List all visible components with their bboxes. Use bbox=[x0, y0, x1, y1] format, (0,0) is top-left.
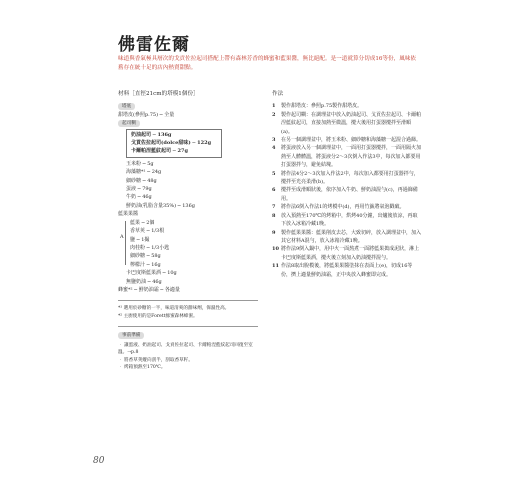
ingredient-item: 牛奶 ─ 46g bbox=[126, 194, 152, 201]
cheese-tag: 起司糊 bbox=[118, 120, 140, 127]
materials-column bbox=[118, 90, 268, 372]
step-number: 8 bbox=[272, 212, 276, 219]
prep-item: ‧ 烤箱預熱至170℃。 bbox=[118, 365, 166, 371]
ingredient-item: 細砂糖 ─ 58g bbox=[130, 253, 161, 260]
divider bbox=[118, 300, 258, 301]
step-number: 2 bbox=[272, 111, 276, 118]
crust-tag: 塔底 bbox=[118, 103, 135, 110]
step-text: 將作法9倒入鍋中，用中火一面熬煮一面將藍果搗成泥狀，淋上卡巴度斯藍果酒，攪火後立刻加入奶油攪拌混勻。 bbox=[281, 246, 420, 261]
materials-header: 材料［直徑21cm的塔模1個份］ bbox=[118, 91, 199, 97]
ingredient-item: 卡巴度斯藍果酒 ─ 10g bbox=[126, 270, 177, 277]
step-text: 將作法6倒入作法1的烤模中(d)，再用竹籤將氣泡戳破。 bbox=[281, 204, 405, 211]
ingredient-item: 香草莢 ─ 1/3根 bbox=[130, 228, 165, 235]
method-column bbox=[272, 90, 422, 279]
ingredient-item: 檸檬汁 ─ 16g bbox=[130, 261, 161, 268]
page-number: 80 bbox=[93, 456, 105, 466]
method-step bbox=[272, 262, 422, 279]
ingredient-item: 蜂蜜*² ─ 鮮奶油霜 ─ 各適量 bbox=[118, 286, 180, 293]
method-step bbox=[272, 111, 422, 136]
step-number: 1 bbox=[272, 103, 276, 110]
method-step bbox=[272, 170, 422, 187]
step-number: 11 bbox=[272, 263, 279, 270]
method-step bbox=[272, 203, 422, 211]
prep-tag: 事前準備 bbox=[118, 332, 144, 339]
step-number: 3 bbox=[272, 137, 276, 144]
method-step bbox=[272, 229, 422, 246]
method-step bbox=[272, 186, 422, 203]
method-step bbox=[272, 136, 422, 144]
step-number: 7 bbox=[272, 204, 276, 211]
prep-item: ‧ 將香草莢縱向剖半，刮取香草籽。 bbox=[118, 357, 193, 363]
step-text: 製作甜塔皮：參照p.75製作甜塔皮。 bbox=[281, 103, 363, 110]
step-number: 5 bbox=[272, 170, 276, 177]
intro-paragraph: 味道與香氣極具層次的戈貢佐拉起司搭配上帶有森林芳香的蜂蜜和藍果醬，無比絕配。是一道就算分切成16等份，風味依舊存在統十足的店內熱賣甜點。 bbox=[118, 56, 416, 71]
ingredient-item: 奶油起司 ─ 136g bbox=[131, 131, 172, 138]
crust-item: 甜塔皮(參照p.75) ─ 全量 bbox=[118, 111, 175, 118]
ingredient-item: 細砂糖 ─ 48g bbox=[126, 177, 157, 184]
prep-item: ‧ 讓蛋液、奶油起司、戈貢佐拉起司、卡爾帕涅藍紋起司回復至室溫。→p.8 bbox=[118, 342, 253, 356]
step-text: 作法8取出脫模後，將藍果果醬塗抹在表面上(e)，切成16等份，擠上適量鮮奶油霜，正中央放入蜂蜜即完成。 bbox=[281, 263, 413, 278]
step-number: 10 bbox=[272, 246, 279, 253]
a-group bbox=[118, 219, 268, 269]
ingredient-item: 玉米粉 ─ 5g bbox=[126, 160, 154, 167]
step-number: 4 bbox=[272, 145, 276, 152]
step-text: 製作起司糊：在調理盆中放入奶油起司、戈貢佐拉起司、卡爾帕涅藍紋起司，直接加熱至微溫，攪大後用打蛋器攪拌至滑順(a)。 bbox=[281, 111, 422, 135]
step-text: 將蛋液放入另一個調理盆中，一面用打蛋器攪拌，一面用隔火加熱至人體體溫，將蛋液分2～3次倒入作法3中，每次加入都要用打蛋器拌勻，避免結塊。 bbox=[281, 145, 422, 169]
method-step bbox=[272, 212, 422, 229]
a-label: A bbox=[120, 233, 124, 240]
footnote: *¹ 選用於砂糖的一半，味道清爽的甜味劑，保濕性高。 bbox=[118, 306, 230, 312]
a-bracket-line bbox=[125, 221, 126, 265]
ingredient-item: 鹽 ─ 1撮 bbox=[130, 236, 150, 243]
divider bbox=[118, 326, 258, 327]
method-step bbox=[272, 245, 422, 262]
method-step bbox=[272, 144, 422, 169]
step-text: 將作法4分2～3次加入作法2中，每次加入都要用打蛋器拌勻，攪拌至光亮柔滑(b)。 bbox=[281, 170, 419, 186]
ingredient-item: 鮮奶油(乳脂含量35%) ─ 136g bbox=[126, 202, 195, 209]
ingredient-item: 蛋液 ─ 79g bbox=[126, 186, 152, 193]
page-title: 佛雷佐爾 bbox=[118, 35, 190, 55]
step-text: 放入預熱至170℃的烤箱中，烘烤40分鐘，出爐後放涼，再取下放入冰箱冷藏1晚。 bbox=[281, 212, 418, 228]
method-header: 作法 bbox=[272, 91, 284, 97]
ingredient-item: 海藻糖*¹ ─ 24g bbox=[126, 169, 162, 176]
footnote: *² 主廚使用的是Forett綠蜜森林蜂蜜。 bbox=[118, 313, 198, 319]
cheese-box bbox=[126, 129, 222, 158]
step-number: 9 bbox=[272, 229, 276, 236]
step-text: 攪拌至成滑順狀後，依序加入牛奶、鮮奶油混勻(c)，再過篩備用。 bbox=[281, 187, 418, 202]
step-text: 製作藍果果醬：藍果削皮去芯，大致切碎，放入調理盆中，加入其它材料A混勻，放入冰箱冷藏1晚。 bbox=[281, 229, 422, 244]
method-step bbox=[272, 102, 422, 110]
ingredient-item: 藍果 ─ 2個 bbox=[130, 219, 155, 226]
step-text: 在另一個調理盆中，將玉米粉、細砂糖和海藻糖一起混合過篩。 bbox=[281, 137, 422, 144]
ingredient-item: 無鹽奶油 ─ 46g bbox=[126, 278, 162, 285]
ingredient-item: 卡爾帕涅藍紋起司 ─ 27g bbox=[131, 148, 188, 155]
berry-header: 藍果果醬 bbox=[118, 211, 139, 218]
step-number: 6 bbox=[272, 187, 276, 194]
ingredient-item: 肉桂粉 ─ 1/3小匙 bbox=[130, 244, 170, 251]
ingredient-item: 戈貢佐拉起司(dolce甜味) ─ 122g bbox=[131, 140, 212, 147]
